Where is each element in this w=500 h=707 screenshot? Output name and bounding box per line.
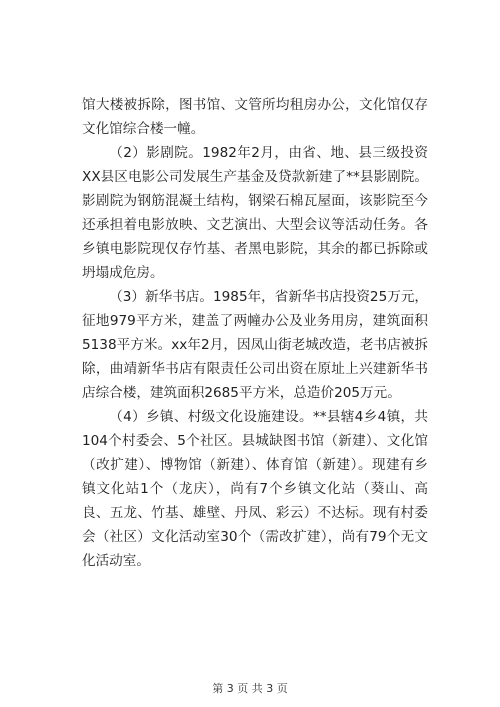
paragraph-bookstore: （3）新华书店。1985年，省新华书店投资25万元，征地979平方米，建盖了两幢办公及业务用房，建筑面积5138平方米。xx年2月，因凤山街老城改造，老书店被拆除，曲靖新华书店有限责任公司出资在原址上兴建新华书店综合楼，建筑面积2685平方米，总造价205万元。 [82, 289, 429, 401]
paragraph-theater: （2）影剧院。1982年2月，由省、地、县三级投资XX县区电影公司发展生产基金及贷款新建了**县影剧院。影剧院为钢筋混凝土结构，钢梁石棉瓦屋面，该影院至今还承担着电影放映、文艺演出、大型会议等活动任务。各乡镇电影院现仅存竹基、者黑电影院，其余的都已拆除或坍塌成危房。 [82, 145, 428, 281]
document-body [82, 93, 428, 573]
paragraph-township-facilities: （4）乡镇、村级文化设施建设。**县辖4乡4镇，共104个村委会、5个社区。县城缺图书馆（新建）、文化馆（改扩建）、博物馆（新建）、体育馆（新建）。现建有乡镇文化站1个（龙庆），尚有7个乡镇文化站（葵山、高良、五龙、竹基、雄壁、丹凤、彩云）不达标。现有村委会（社区）文化活动室30个（需改扩建），尚有79个无文化活动室。 [82, 409, 428, 569]
paragraph-continuation: 馆大楼被拆除，图书馆、文管所均租房办公，文化馆仅存文化馆综合楼一幢。 [82, 97, 428, 137]
page-number-footer: 第 3 页 共 3 页 [212, 682, 288, 695]
